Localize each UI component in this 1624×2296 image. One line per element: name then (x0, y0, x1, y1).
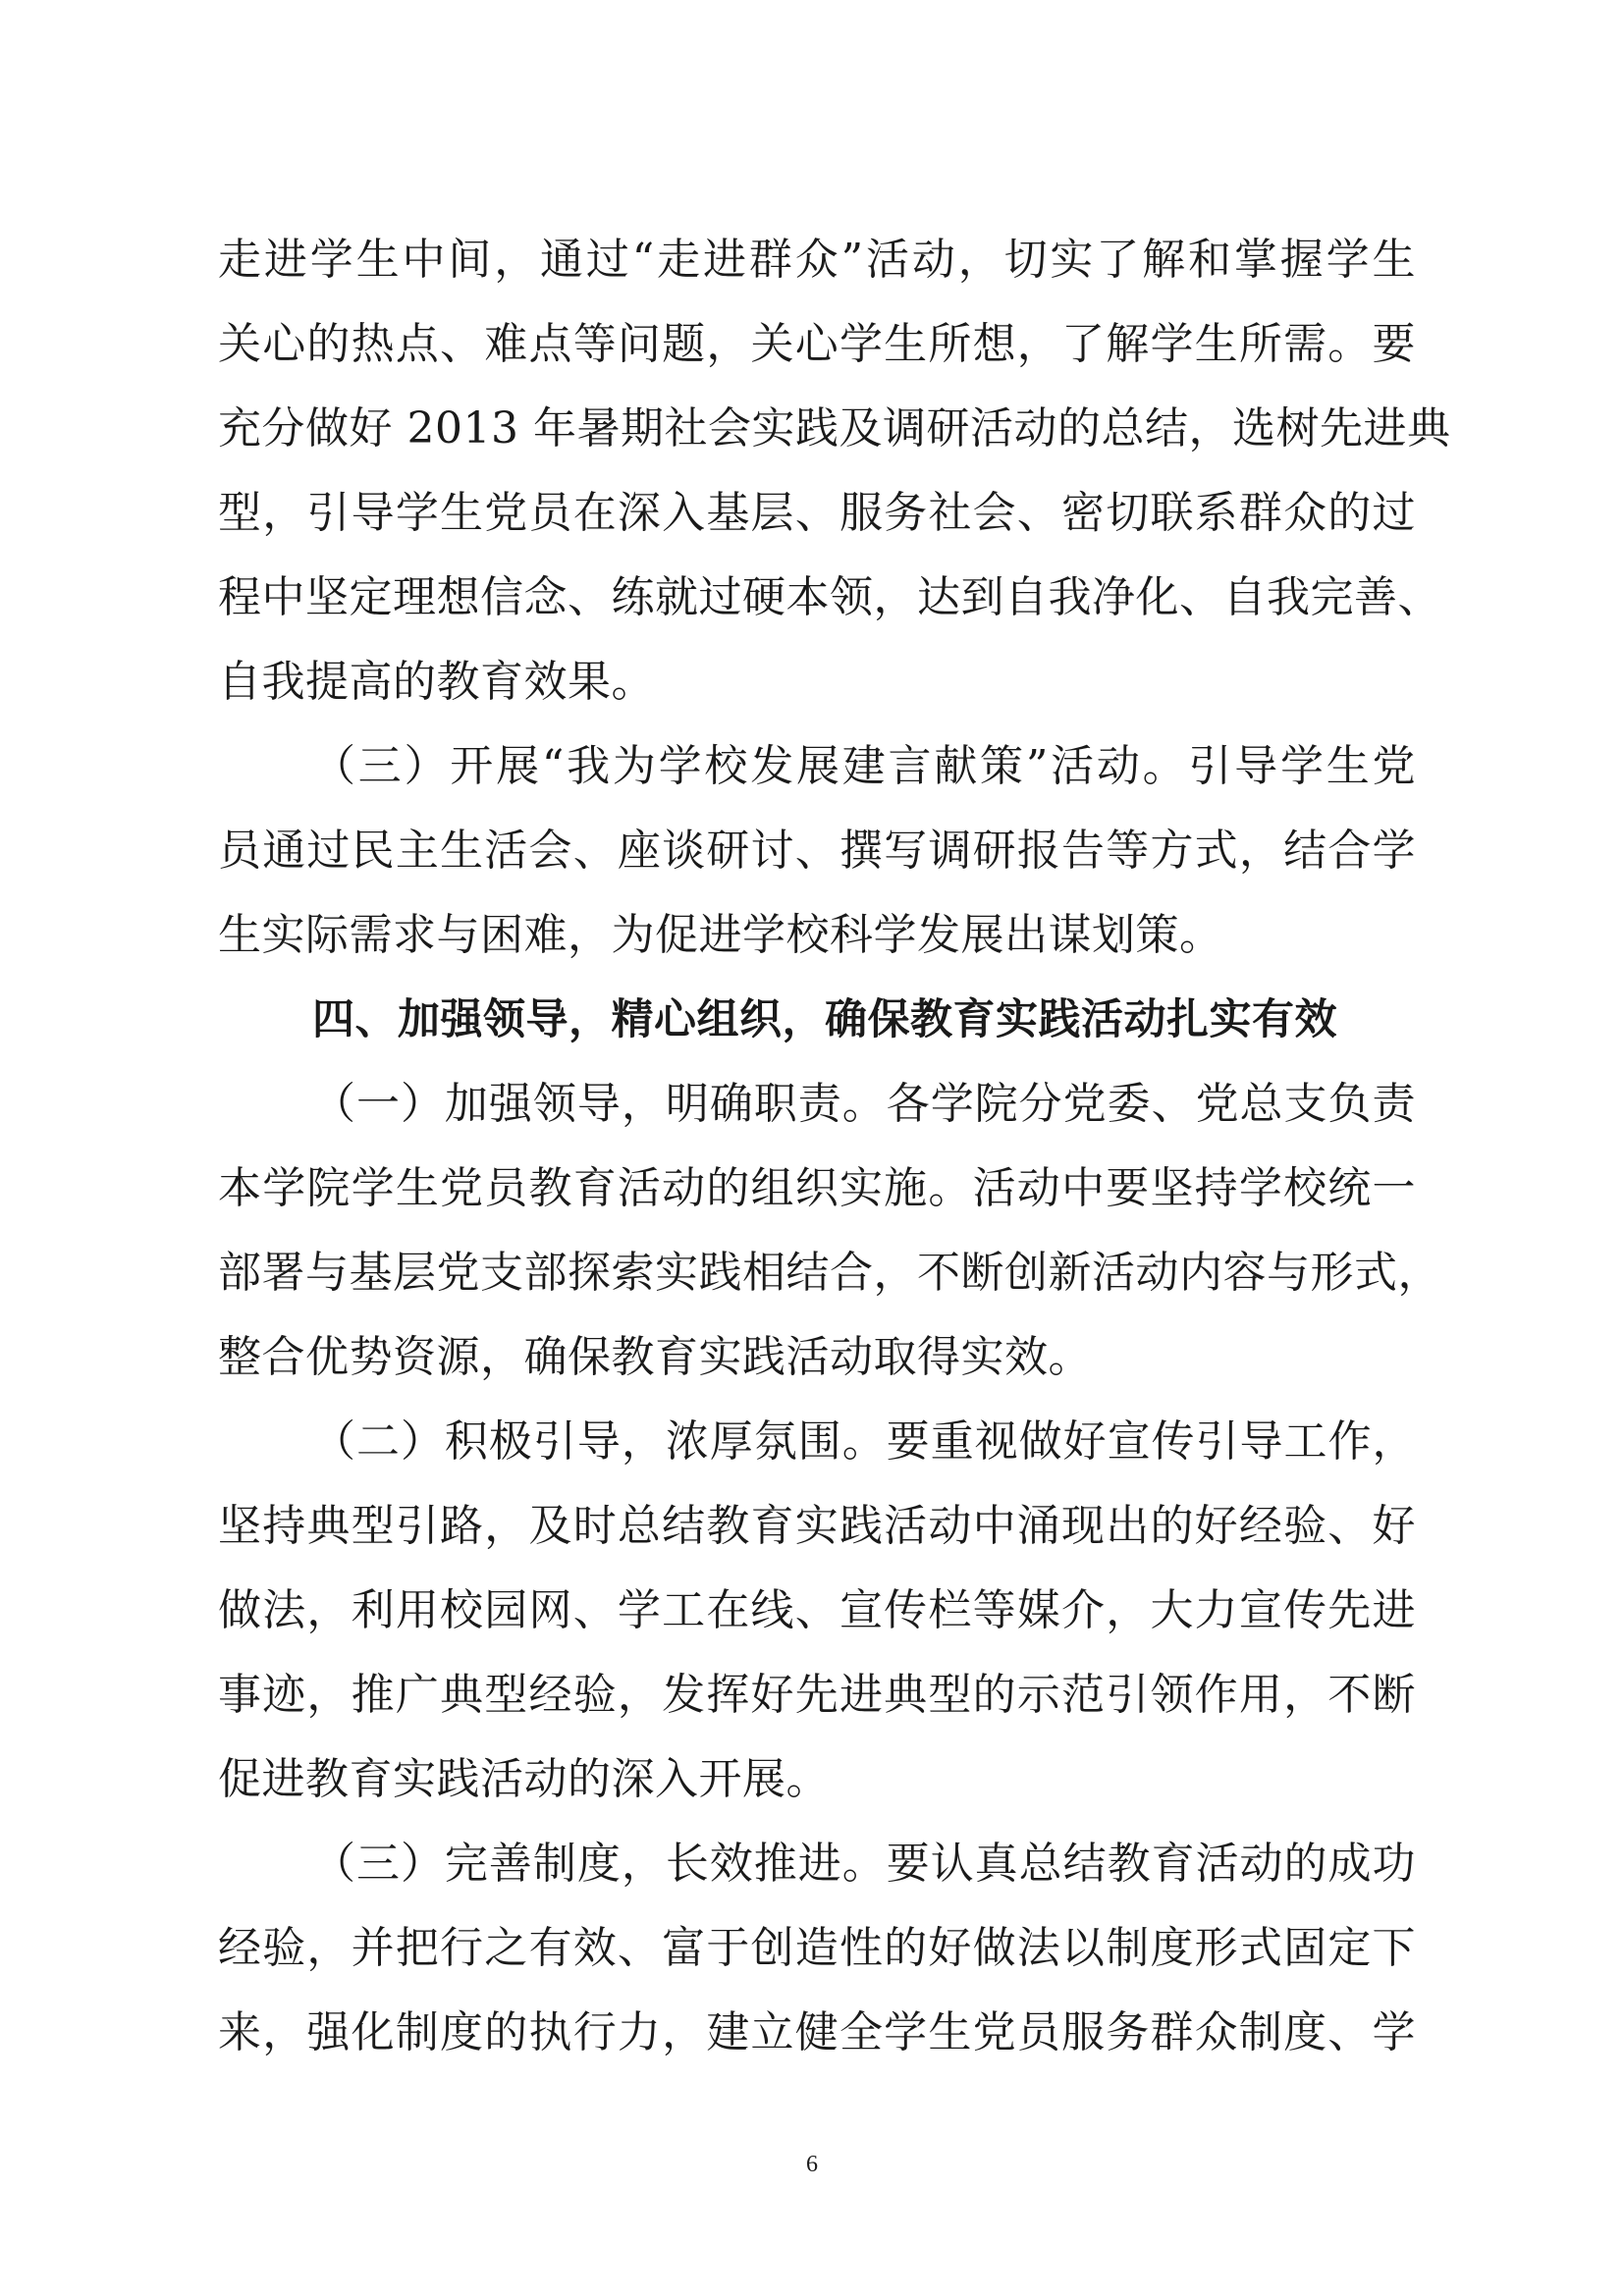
text-line: 自我提高的教育效果。 (218, 657, 655, 707)
text-line: 本学院学生党员教育活动的组织实施。活动中要坚持学校统一 (218, 1163, 1416, 1213)
text-line: 型，引导学生党员在深入基层、服务社会、密切联系群众的过 (218, 488, 1416, 538)
text-line: 走进学生中间，通过“走进群众”活动，切实了解和掌握学生 (218, 235, 1416, 285)
page-number: 6 (806, 2152, 818, 2177)
text-line: 部署与基层党支部探索实践相结合，不断创新活动内容与形式， (218, 1248, 1441, 1298)
text-line: 促进教育实践活动的深入开展。 (218, 1754, 830, 1804)
paragraph-first-line: （一）加强领导，明确职责。各学院分党委、党总支负责 (312, 1079, 1416, 1129)
text-line: 来，强化制度的执行力，建立健全学生党员服务群众制度、学 (218, 2007, 1416, 2057)
paragraph-first-line: （三）完善制度，长效推进。要认真总结教育活动的成功 (312, 1839, 1416, 1889)
text-line: 坚持典型引路，及时总结教育实践活动中涌现出的好经验、好 (218, 1501, 1416, 1551)
paragraph-first-line: （二）积极引导，浓厚氛围。要重视做好宣传引导工作， (312, 1416, 1416, 1467)
text-line: 事迹，推广典型经验，发挥好先进典型的示范引领作用，不断 (218, 1670, 1416, 1720)
section-heading: 四、加强领导，精心组织，确保教育实践活动扎实有效 (312, 995, 1337, 1044)
text-line: 做法，利用校园网、学工在线、宣传栏等媒介，大力宣传先进 (218, 1585, 1416, 1635)
paragraph-first-line: （三）开展“我为学校发展建言献策”活动。引导学生党 (312, 741, 1416, 791)
text-line: 关心的热点、难点等问题，关心学生所想，了解学生所需。要 (218, 319, 1416, 369)
text-line: 充分做好 2013 年暑期社会实践及调研活动的总结，选树先进典 (218, 403, 1451, 454)
text-line: 生实际需求与困难，为促进学校科学发展出谋划策。 (218, 910, 1223, 960)
text-line: 经验，并把行之有效、富于创造性的好做法以制度形式固定下 (218, 1923, 1416, 1973)
text-line: 整合优势资源，确保教育实践活动取得实效。 (218, 1332, 1092, 1382)
text-line: 程中坚定理想信念、练就过硬本领，达到自我净化、自我完善、 (218, 572, 1441, 622)
text-line: 员通过民主生活会、座谈研讨、撰写调研报告等方式，结合学 (218, 826, 1416, 876)
